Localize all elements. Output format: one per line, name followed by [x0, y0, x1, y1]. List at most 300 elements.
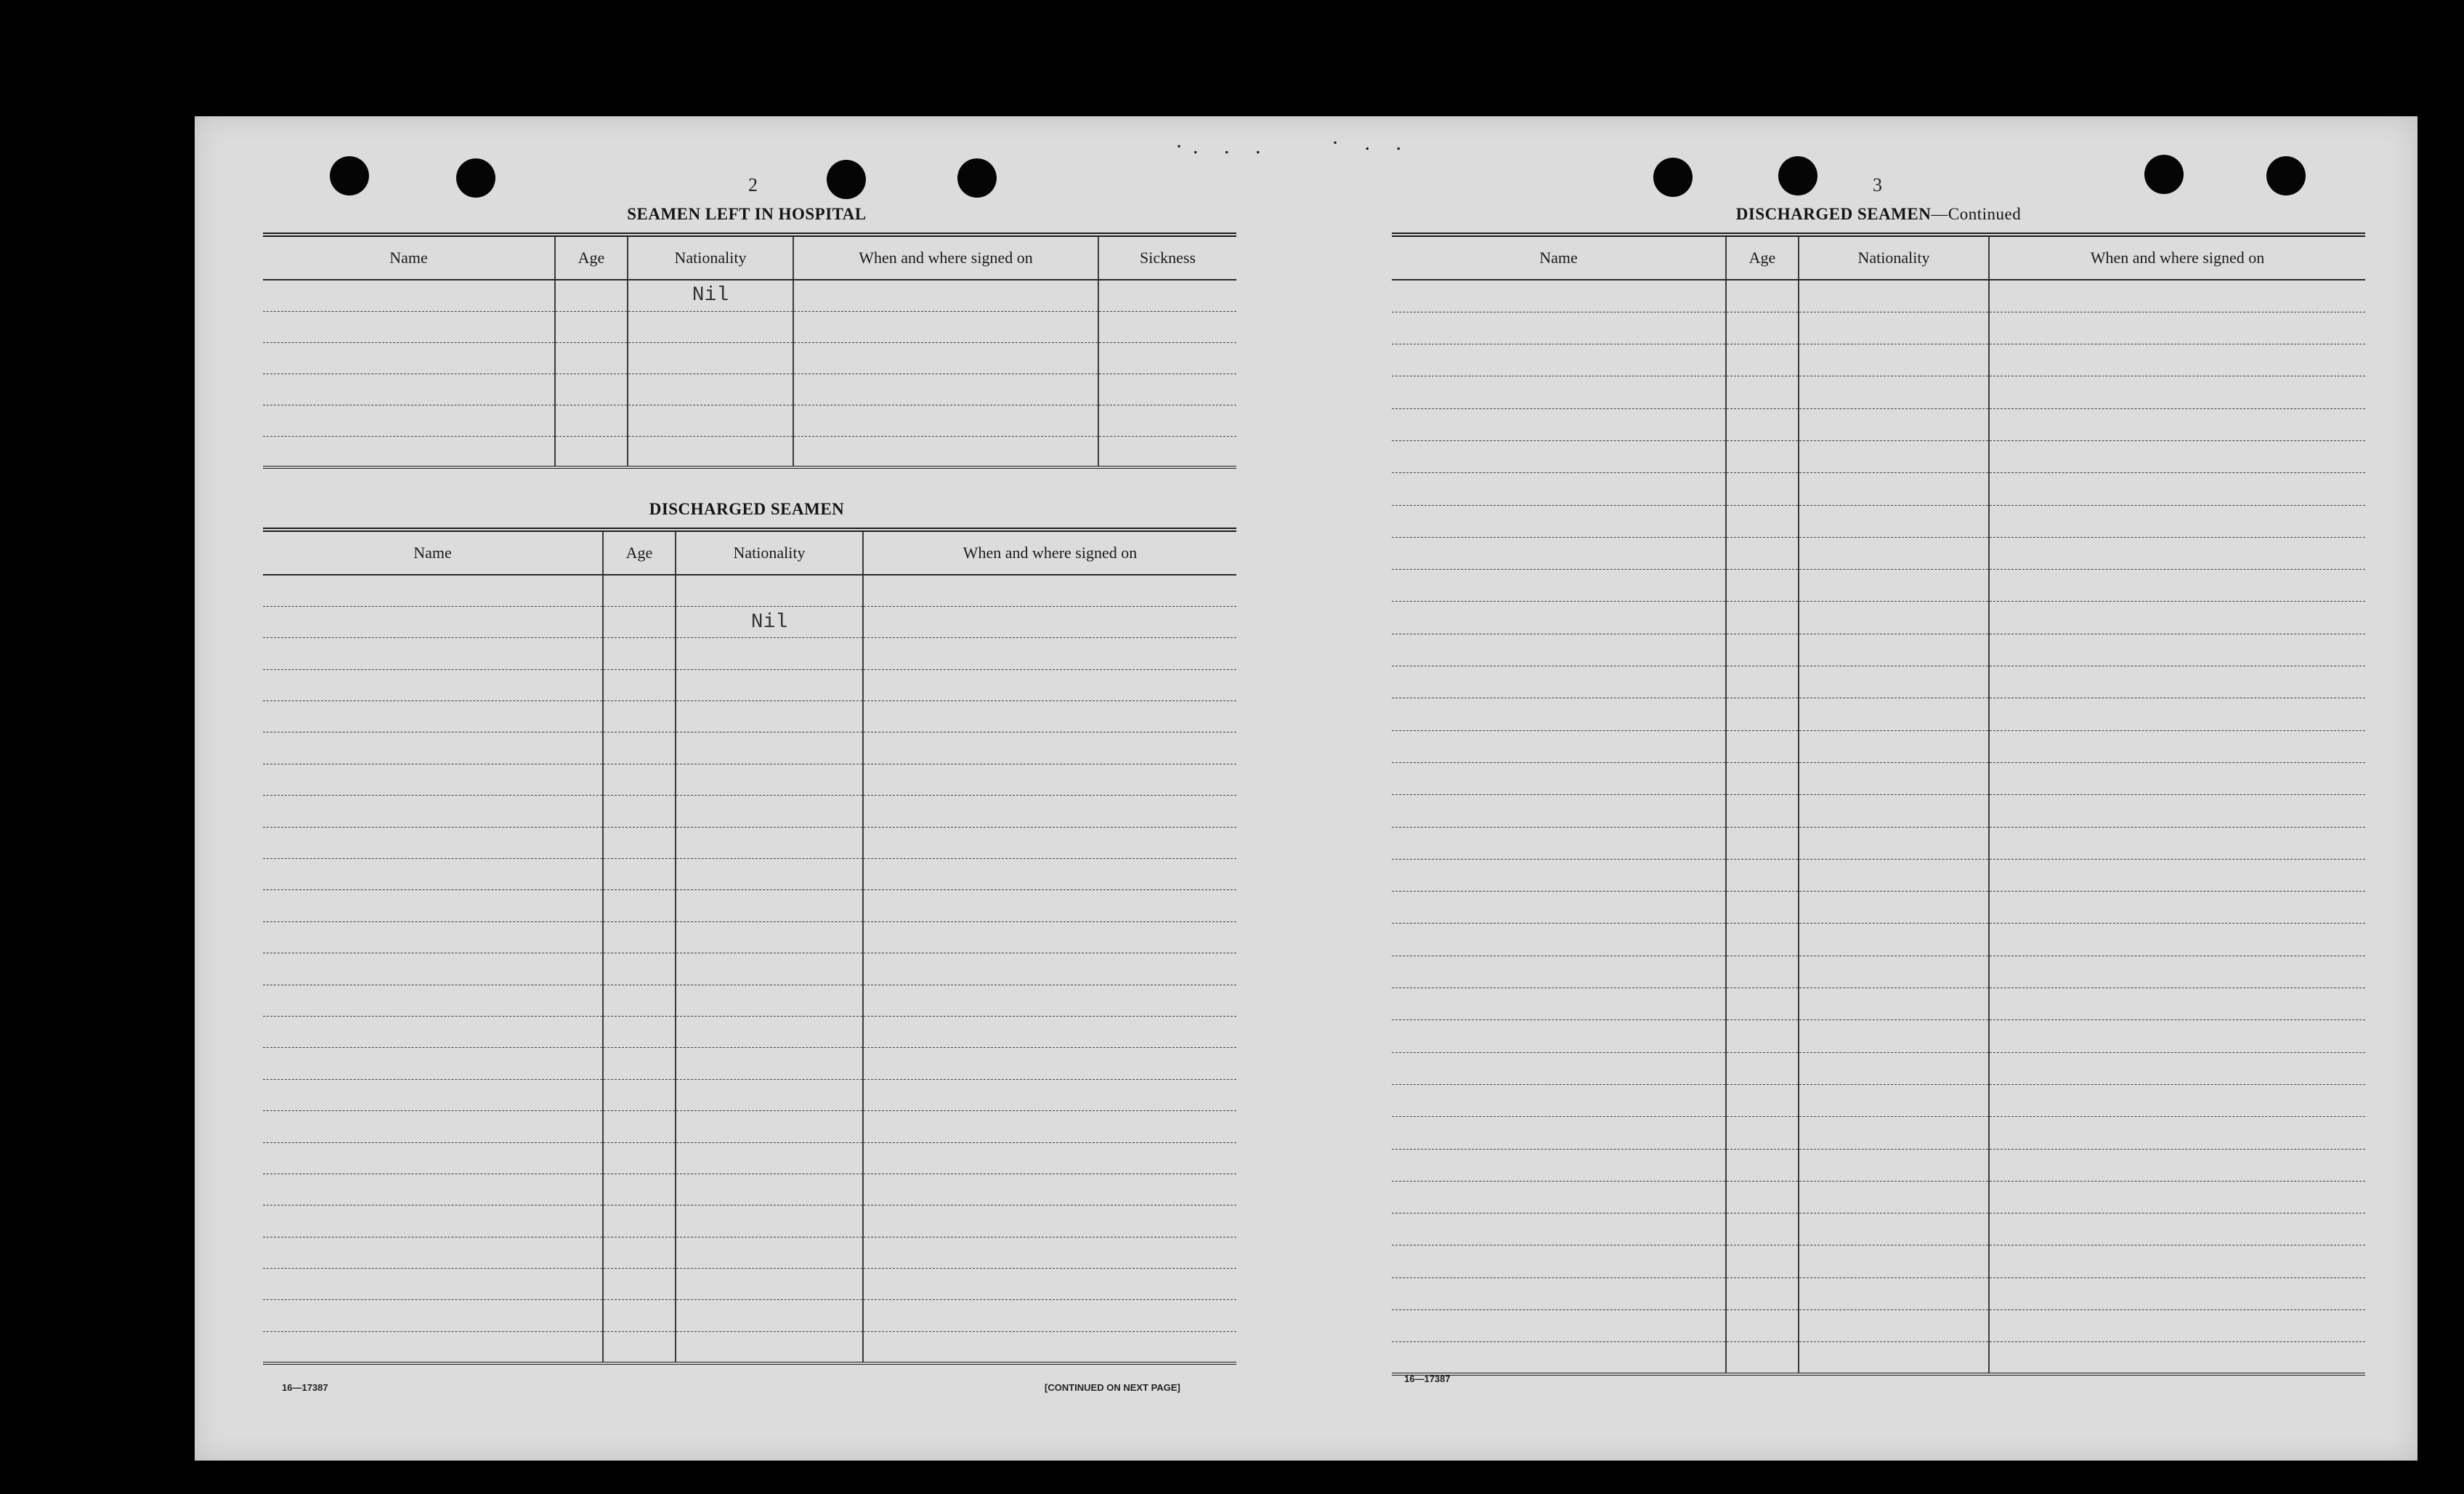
table-cell	[1392, 795, 1726, 827]
table-cell	[676, 796, 863, 827]
table-cell	[676, 701, 863, 732]
table-cell	[603, 1111, 676, 1142]
column-header: Age	[555, 235, 628, 280]
table-cell	[1799, 1181, 1989, 1213]
table-cell	[603, 1206, 676, 1237]
table-cell	[793, 280, 1098, 311]
table-cell	[1989, 1020, 2365, 1052]
table-row	[263, 311, 1236, 342]
table-cell	[676, 638, 863, 669]
table-row	[263, 1300, 1236, 1331]
table-cell	[1726, 1181, 1799, 1213]
table-cell	[1799, 473, 1989, 505]
title-main: DISCHARGED SEAMEN	[1735, 205, 1932, 223]
table-row	[1392, 1020, 2365, 1052]
table-row	[1392, 892, 2365, 924]
table-cell	[555, 342, 628, 374]
table-cell	[676, 1331, 863, 1362]
table-row	[1392, 1310, 2365, 1342]
table-cell	[1799, 312, 1989, 344]
table-row	[263, 921, 1236, 953]
table-cell	[1726, 892, 1799, 924]
table-cell	[1989, 1214, 2365, 1245]
table-cell	[863, 606, 1236, 637]
table-cell	[1989, 280, 2365, 312]
table-cell	[676, 764, 863, 795]
table-cell	[1799, 376, 1989, 408]
table-cell	[1989, 537, 2365, 569]
table-cell	[1726, 1342, 1799, 1374]
table-cell	[263, 1016, 603, 1047]
table-cell	[1799, 1342, 1989, 1374]
table-cell	[1726, 505, 1799, 537]
table-cell	[863, 827, 1236, 858]
table-cell	[1726, 280, 1799, 312]
table-row	[263, 764, 1236, 795]
table-row	[1392, 408, 2365, 440]
table-cell	[1726, 376, 1799, 408]
table-cell	[1098, 342, 1236, 374]
table-cell	[1392, 1149, 1726, 1181]
table-cell	[603, 890, 676, 921]
table-cell	[1989, 730, 2365, 762]
table-cell	[1989, 1245, 2365, 1277]
table-cell	[263, 1111, 603, 1142]
table-cell	[1392, 537, 1726, 569]
column-header: Nationality	[676, 530, 863, 575]
table-cell	[793, 436, 1098, 467]
table-cell	[263, 311, 555, 342]
document-scan	[195, 116, 2418, 1461]
table-cell	[1799, 859, 1989, 891]
table-cell	[628, 342, 793, 374]
table-cell	[676, 732, 863, 764]
table-row	[1392, 827, 2365, 859]
table-cell	[863, 859, 1236, 890]
table-cell	[628, 374, 793, 405]
table-row	[1392, 730, 2365, 762]
table-cell	[1392, 988, 1726, 1020]
table-cell	[1989, 956, 2365, 988]
table-row	[1392, 1052, 2365, 1084]
table-row	[1392, 762, 2365, 794]
table-row	[263, 1269, 1236, 1300]
table-row	[263, 606, 1236, 637]
table-row	[263, 1237, 1236, 1268]
table-cell	[603, 921, 676, 953]
column-header: Name	[263, 530, 603, 575]
table-cell	[676, 669, 863, 700]
table-cell	[793, 374, 1098, 405]
table-cell	[793, 311, 1098, 342]
table-row	[1392, 376, 2365, 408]
table-row	[1392, 1342, 2365, 1374]
table-cell	[863, 1300, 1236, 1331]
table-cell	[603, 985, 676, 1016]
column-header: When and where signed on	[1989, 235, 2365, 280]
table-row	[263, 1174, 1236, 1205]
table-row	[263, 436, 1236, 467]
table-cell	[1726, 1020, 1799, 1052]
table-cell	[1392, 1052, 1726, 1084]
column-header: Nationality	[1799, 235, 1989, 280]
column-header: When and where signed on	[863, 530, 1236, 575]
table-cell	[1392, 892, 1726, 924]
table-row	[1392, 344, 2365, 376]
table-cell	[1726, 1084, 1799, 1116]
table-row	[1392, 634, 2365, 666]
table-cell	[1989, 1084, 2365, 1116]
table-cell	[1726, 988, 1799, 1020]
table-cell	[1799, 1020, 1989, 1052]
table-cell	[1392, 698, 1726, 730]
table-cell	[1989, 1310, 2365, 1342]
table-cell	[1989, 698, 2365, 730]
table-cell	[1726, 956, 1799, 988]
table-cell	[863, 921, 1236, 953]
table-cell	[1726, 730, 1799, 762]
table-cell	[1799, 666, 1989, 698]
table-cell	[863, 1269, 1236, 1300]
table-cell	[1799, 537, 1989, 569]
table-cell	[1799, 698, 1989, 730]
table-cell	[263, 1079, 603, 1110]
punch-hole	[456, 158, 495, 198]
table-cell	[1392, 280, 1726, 312]
table-cell	[1989, 1052, 2365, 1084]
table-row	[263, 1206, 1236, 1237]
table-cell	[263, 701, 603, 732]
table-cell	[263, 280, 555, 311]
table-row	[263, 1016, 1236, 1047]
table-cell	[1799, 1149, 1989, 1181]
table-row	[1392, 537, 2365, 569]
table-cell	[1799, 440, 1989, 472]
table-row	[263, 701, 1236, 732]
table-cell	[1989, 1277, 2365, 1309]
table-cell	[676, 1300, 863, 1331]
table-cell	[1989, 666, 2365, 698]
table-cell	[628, 405, 793, 436]
table-cell	[1098, 311, 1236, 342]
table-cell	[676, 1206, 863, 1237]
table-cell	[263, 1269, 603, 1300]
table-cell	[676, 575, 863, 606]
table-cell	[676, 1079, 863, 1110]
table-cell	[263, 953, 603, 985]
table-cell	[263, 1174, 603, 1205]
table-cell	[603, 638, 676, 669]
table-cell	[1726, 1277, 1799, 1309]
table-cell	[1989, 1181, 2365, 1213]
table-cell	[1392, 570, 1726, 602]
table-cell	[263, 859, 603, 890]
table-cell	[1989, 570, 2365, 602]
table-cell	[1799, 1245, 1989, 1277]
table-cell	[603, 1142, 676, 1174]
table-cell	[1392, 505, 1726, 537]
form-number-left: 16—17387	[282, 1382, 328, 1393]
table-cell	[1726, 473, 1799, 505]
table-cell	[676, 1111, 863, 1142]
table-cell	[1799, 924, 1989, 956]
table-cell	[603, 1174, 676, 1205]
table-row	[1392, 1084, 2365, 1116]
table-row	[263, 405, 1236, 436]
table-cell	[603, 859, 676, 890]
title-suffix: —Continued	[1931, 205, 2022, 223]
table-row	[263, 953, 1236, 985]
hospital-section-title: SEAMEN LEFT IN HOSPITAL	[627, 205, 867, 223]
table-cell	[1726, 1149, 1799, 1181]
table-cell	[628, 436, 793, 467]
table-cell	[1799, 827, 1989, 859]
continued-note: [CONTINUED ON NEXT PAGE]	[1045, 1382, 1180, 1393]
table-cell	[1989, 376, 2365, 408]
table-row	[263, 1142, 1236, 1174]
table-row	[1392, 1277, 2365, 1309]
table-cell	[1392, 666, 1726, 698]
table-cell	[676, 859, 863, 890]
punch-hole	[1653, 158, 1693, 197]
table-cell	[1799, 892, 1989, 924]
table-cell	[263, 732, 603, 764]
table-cell	[1989, 505, 2365, 537]
table-cell	[1726, 1117, 1799, 1149]
table-cell	[863, 1016, 1236, 1047]
table-cell	[1726, 795, 1799, 827]
table-cell	[263, 374, 555, 405]
table-cell	[1392, 440, 1726, 472]
table-cell	[1989, 762, 2365, 794]
table-cell	[1392, 1084, 1726, 1116]
table-cell	[1726, 440, 1799, 472]
table-row	[263, 890, 1236, 921]
table-cell	[555, 374, 628, 405]
table-cell: Nil	[676, 606, 863, 637]
table-row	[263, 374, 1236, 405]
table-cell	[1726, 634, 1799, 666]
table-cell	[628, 311, 793, 342]
table-cell	[1726, 666, 1799, 698]
table-cell	[676, 953, 863, 985]
table-cell	[793, 405, 1098, 436]
table-row	[263, 859, 1236, 890]
table-cell	[1392, 634, 1726, 666]
column-header: Sickness	[1098, 235, 1236, 280]
table-cell	[603, 1048, 676, 1079]
table-header-row	[263, 235, 1236, 280]
table-cell	[263, 796, 603, 827]
table-cell	[603, 1269, 676, 1300]
page-number-right: 3	[1873, 174, 1882, 195]
table-row	[263, 669, 1236, 700]
table-cell	[1392, 827, 1726, 859]
table-row	[263, 1111, 1236, 1142]
table-cell	[1726, 1214, 1799, 1245]
table-cell	[1392, 1117, 1726, 1149]
punch-hole	[2266, 156, 2306, 195]
table-cell	[1799, 602, 1989, 634]
table-cell	[1989, 859, 2365, 891]
table-cell	[1392, 376, 1726, 408]
table-cell	[263, 638, 603, 669]
table-cell	[1989, 988, 2365, 1020]
table-cell	[1799, 280, 1989, 312]
punch-hole	[957, 158, 997, 198]
table-cell	[1392, 1245, 1726, 1277]
table-cell	[1989, 924, 2365, 956]
table-cell: Nil	[628, 280, 793, 311]
table-row	[1392, 1245, 2365, 1277]
table-cell	[603, 606, 676, 637]
table-cell	[1989, 1342, 2365, 1374]
table-cell	[1799, 344, 1989, 376]
table-cell	[676, 1048, 863, 1079]
table-cell	[603, 701, 676, 732]
table-cell	[1392, 1020, 1726, 1052]
table-cell	[263, 1331, 603, 1362]
table-cell	[1392, 473, 1726, 505]
table-row	[1392, 956, 2365, 988]
table-cell	[263, 405, 555, 436]
table-cell	[603, 764, 676, 795]
table-cell	[263, 436, 555, 467]
table-cell	[263, 827, 603, 858]
table-cell	[1726, 924, 1799, 956]
table-cell	[1726, 859, 1799, 891]
table-cell	[1799, 408, 1989, 440]
table-cell	[1392, 1342, 1726, 1374]
table-header-row	[263, 530, 1236, 575]
table-cell	[263, 1237, 603, 1268]
table-cell	[1392, 762, 1726, 794]
table-cell	[1799, 1052, 1989, 1084]
punch-hole	[2144, 155, 2184, 194]
table-cell	[1392, 1310, 1726, 1342]
table-cell	[263, 1206, 603, 1237]
table-cell	[1726, 698, 1799, 730]
column-header: Nationality	[628, 235, 793, 280]
table-cell	[1989, 1149, 2365, 1181]
table-cell	[1989, 473, 2365, 505]
table-cell	[676, 1237, 863, 1268]
table-cell	[603, 732, 676, 764]
table-cell	[555, 436, 628, 467]
discharged-table	[263, 528, 1236, 1365]
table-cell	[1799, 762, 1989, 794]
table-row	[1392, 859, 2365, 891]
table-cell	[603, 1079, 676, 1110]
table-cell	[676, 1016, 863, 1047]
table-cell	[863, 1142, 1236, 1174]
table-cell	[676, 890, 863, 921]
table-row	[1392, 312, 2365, 344]
table-row	[1392, 795, 2365, 827]
table-cell	[263, 606, 603, 637]
table-row	[1392, 570, 2365, 602]
table-row	[263, 638, 1236, 669]
discharged-continued-table	[1392, 233, 2365, 1376]
table-header-row	[1392, 235, 2365, 280]
table-cell	[1726, 1310, 1799, 1342]
table-cell	[1799, 1117, 1989, 1149]
table-cell	[1726, 602, 1799, 634]
column-header: Name	[263, 235, 555, 280]
table-cell	[676, 1142, 863, 1174]
table-cell	[1098, 436, 1236, 467]
table-cell	[1392, 312, 1726, 344]
table-cell	[1799, 1277, 1989, 1309]
table-cell	[863, 1111, 1236, 1142]
column-header: Name	[1392, 235, 1726, 280]
table-cell	[555, 311, 628, 342]
table-cell	[863, 1174, 1236, 1205]
table-cell	[1989, 1117, 2365, 1149]
scan-marks: · . .	[1332, 131, 1411, 155]
table-cell	[603, 827, 676, 858]
table-cell	[863, 1237, 1236, 1268]
table-row	[263, 796, 1236, 827]
table-cell	[1392, 730, 1726, 762]
table-cell	[863, 1206, 1236, 1237]
table-cell	[1989, 602, 2365, 634]
scan-marks: ·. . .	[1175, 134, 1271, 158]
table-cell	[863, 985, 1236, 1016]
table-row	[263, 1079, 1236, 1110]
table-row	[1392, 1117, 2365, 1149]
punch-hole	[1778, 156, 1817, 195]
table-cell	[1392, 602, 1726, 634]
table-cell	[1392, 408, 1726, 440]
table-cell	[1726, 827, 1799, 859]
table-cell	[1392, 1277, 1726, 1309]
table-row	[263, 1048, 1236, 1079]
table-cell	[263, 1142, 603, 1174]
table-row	[1392, 602, 2365, 634]
table-row	[1392, 505, 2365, 537]
discharged-continued-title	[1392, 205, 2365, 224]
table-cell	[603, 575, 676, 606]
table-cell	[263, 669, 603, 700]
table-cell	[863, 638, 1236, 669]
table-cell	[676, 921, 863, 953]
table-cell	[1098, 405, 1236, 436]
table-cell	[863, 1331, 1236, 1362]
table-cell	[863, 732, 1236, 764]
table-cell	[603, 1300, 676, 1331]
table-cell	[1799, 1084, 1989, 1116]
table-cell	[263, 575, 603, 606]
table-cell	[676, 827, 863, 858]
table-cell	[263, 985, 603, 1016]
table-cell	[603, 953, 676, 985]
table-cell	[1989, 827, 2365, 859]
table-cell	[555, 405, 628, 436]
table-cell	[263, 890, 603, 921]
table-cell	[1989, 634, 2365, 666]
page-number-left: 2	[748, 174, 758, 195]
table-cell	[1989, 312, 2365, 344]
table-cell	[1799, 1310, 1989, 1342]
table-cell	[1989, 408, 2365, 440]
table-cell	[1392, 1214, 1726, 1245]
table-cell	[863, 890, 1236, 921]
table-cell	[1392, 924, 1726, 956]
column-header: Age	[1726, 235, 1799, 280]
table-cell	[1799, 956, 1989, 988]
column-header: When and where signed on	[793, 235, 1098, 280]
